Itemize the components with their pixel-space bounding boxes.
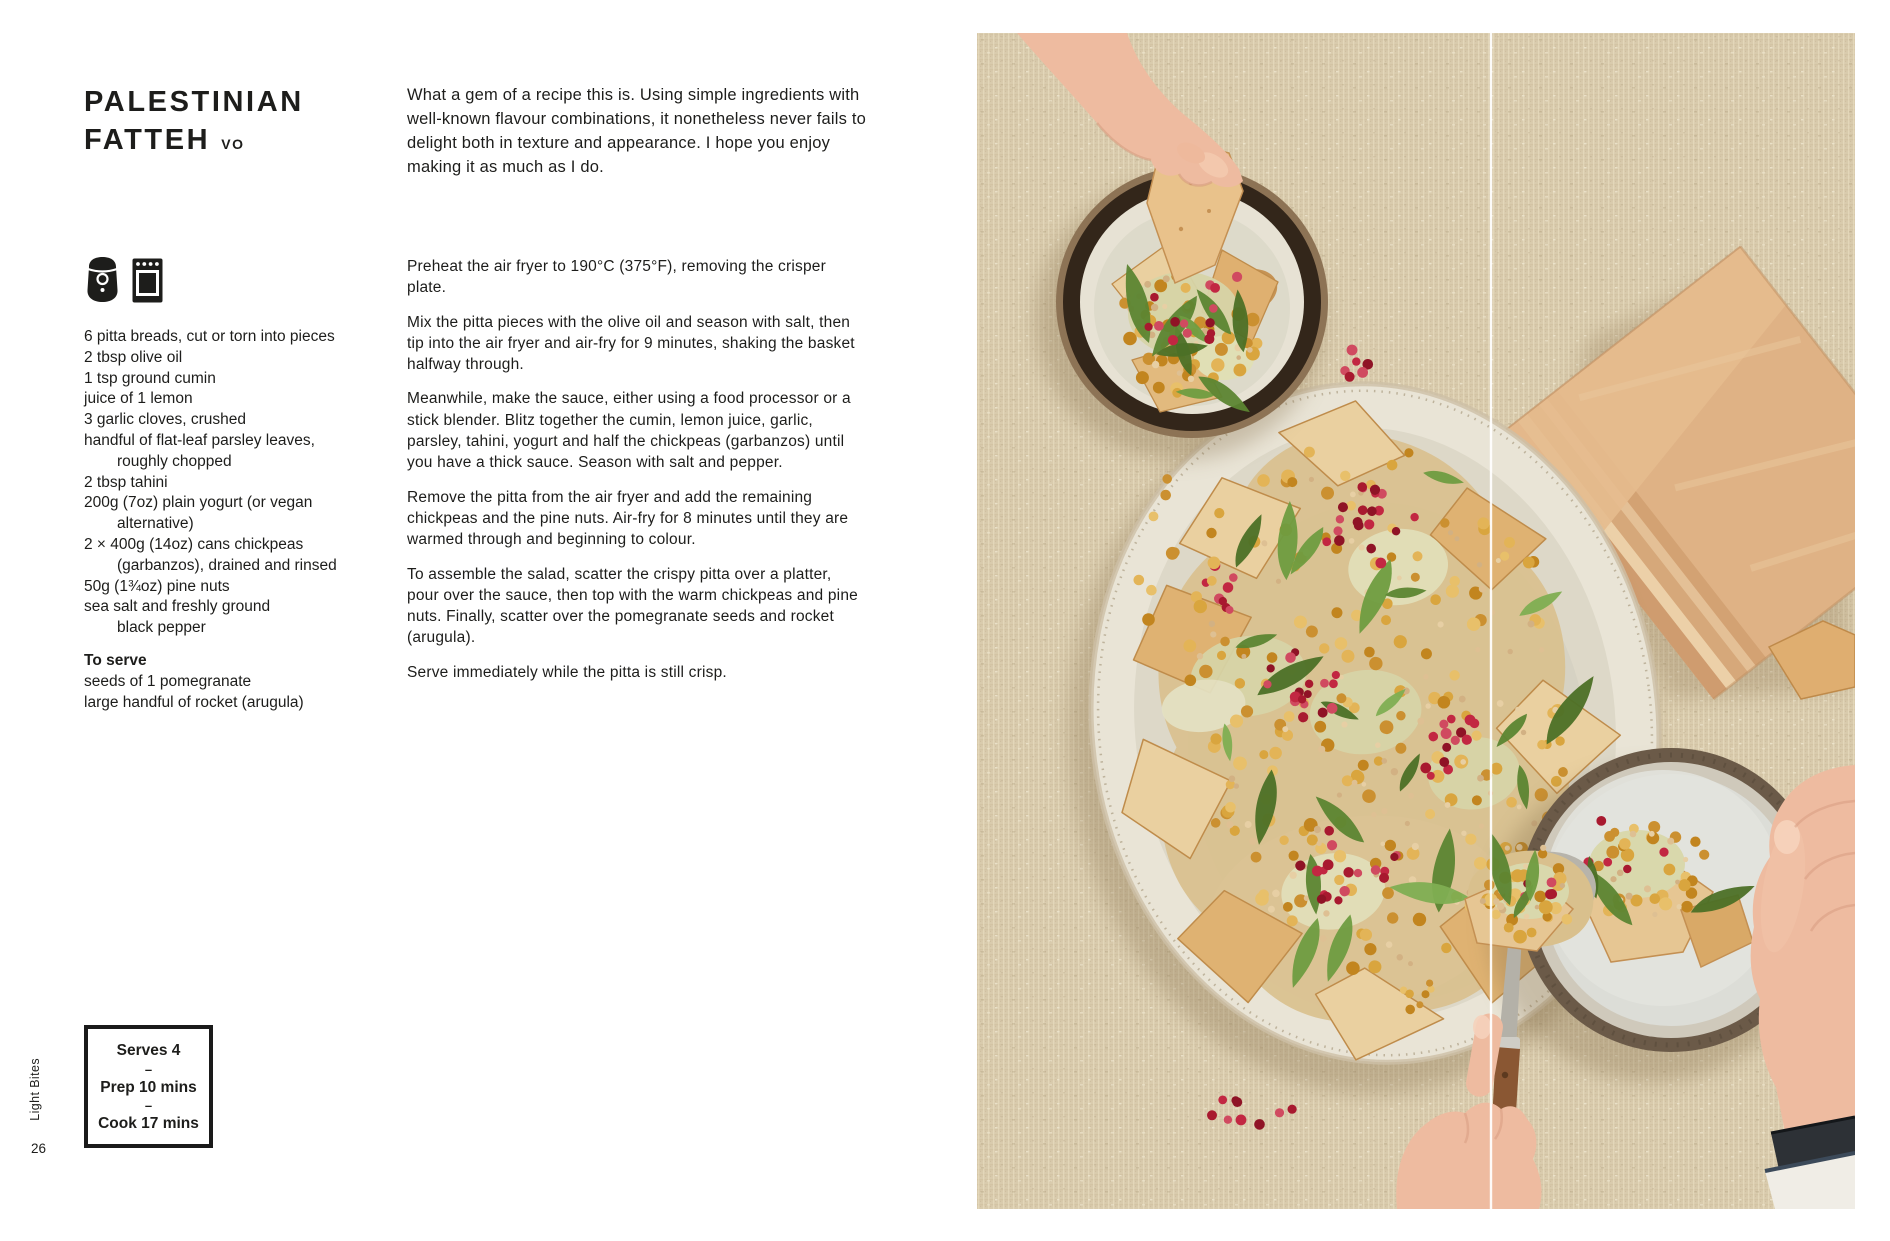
prep-time-label: Prep 10 mins — [100, 1078, 197, 1096]
recipe-title-line1: PALESTINIAN — [84, 86, 304, 119]
page-gutter-line — [1490, 33, 1492, 1209]
recipe-title — [84, 83, 304, 163]
equipment-icons — [84, 256, 163, 308]
ingredients-list — [84, 327, 396, 639]
ingredient-line: alternative) — [117, 515, 194, 533]
to-serve-line: seeds of 1 pomegranate — [84, 672, 252, 690]
ingredient-line: 200g (7oz) plain yogurt (or vegan — [84, 494, 313, 512]
ingredient-line: 3 garlic cloves, crushed — [84, 411, 246, 429]
ingredient-line: 1 tsp ground cumin — [84, 369, 216, 387]
cook-time-label: Cook 17 mins — [98, 1115, 199, 1132]
to-serve-heading: To serve — [84, 652, 147, 669]
recipe-title-line2: FATTEH — [84, 124, 211, 157]
method-step: Remove the pitta from the air fryer and add the remaining chickpeas and the pine nuts. Air-fry for 8 minutes until they are warmed through and beginning to colour. — [407, 488, 849, 549]
air-fryer-icon — [84, 256, 121, 308]
ingredient-line: sea salt and freshly ground — [84, 598, 271, 616]
ingredient-line: roughly chopped — [117, 452, 232, 470]
method-step: Serve immediately while the pitta is still crisp. — [407, 663, 727, 681]
ingredient-line: 2 tbsp olive oil — [84, 348, 183, 366]
ingredient-line: 50g (1¾oz) pine nuts — [84, 577, 230, 595]
separator: – — [144, 1061, 153, 1077]
separator: – — [144, 1098, 153, 1113]
ingredient-line: juice of 1 lemon — [84, 390, 193, 408]
ingredient-line: 2 × 400g (14oz) cans chickpeas — [84, 535, 304, 553]
to-serve-section — [84, 651, 396, 713]
recipe-intro: What a gem of a recipe this is. Using simple ingredients with well-known flavour combinations, it nonetheless never fails to delight both in texture and appearance. I hope you enjoy making it as much as I do. — [407, 85, 867, 177]
method-step: Meanwhile, make the sauce, either using a food processor or a stick blender. Blitz together the cumin, lemon juice, garlic, parsley, tahini, yogurt and half the chickpeas (garbanzos) until you have a thick sauce. Season with salt and pepper. — [407, 390, 851, 472]
chapter-sidebar-label: Light Bites — [28, 1058, 42, 1121]
ingredient-line: handful of flat-leaf parsley leaves, — [84, 431, 315, 449]
ingredient-line: black pepper — [117, 619, 206, 637]
ingredient-line: 6 pitta breads, cut or torn into pieces — [84, 328, 335, 345]
oven-icon — [132, 258, 163, 308]
recipe-photo — [977, 33, 1855, 1209]
method-step: To assemble the salad, scatter the crispy pitta over a platter, pour over the sauce, then top with the warm chickpeas and pine nuts. Finally, scatter over the pomegranate seeds and rocket (arugula). — [407, 565, 858, 647]
ingredient-line: (garbanzos), drained and rinsed — [117, 556, 337, 574]
serves-label: Serves 4 — [116, 1042, 181, 1059]
vegan-option-tag: VO — [221, 136, 245, 153]
ingredient-line: 2 tbsp tahini — [84, 473, 168, 491]
method-steps — [407, 256, 863, 696]
serving-info-box — [84, 1025, 213, 1148]
to-serve-line: large handful of rocket (arugula) — [84, 693, 304, 711]
method-step: Mix the pitta pieces with the olive oil and season with salt, then tip into the air fryer and air-fry for 9 minutes, shaking the basket halfway through. — [407, 313, 855, 374]
page-number: 26 — [31, 1141, 47, 1156]
method-step: Preheat the air fryer to 190°C (375°F), removing the crisper plate. — [407, 258, 826, 297]
